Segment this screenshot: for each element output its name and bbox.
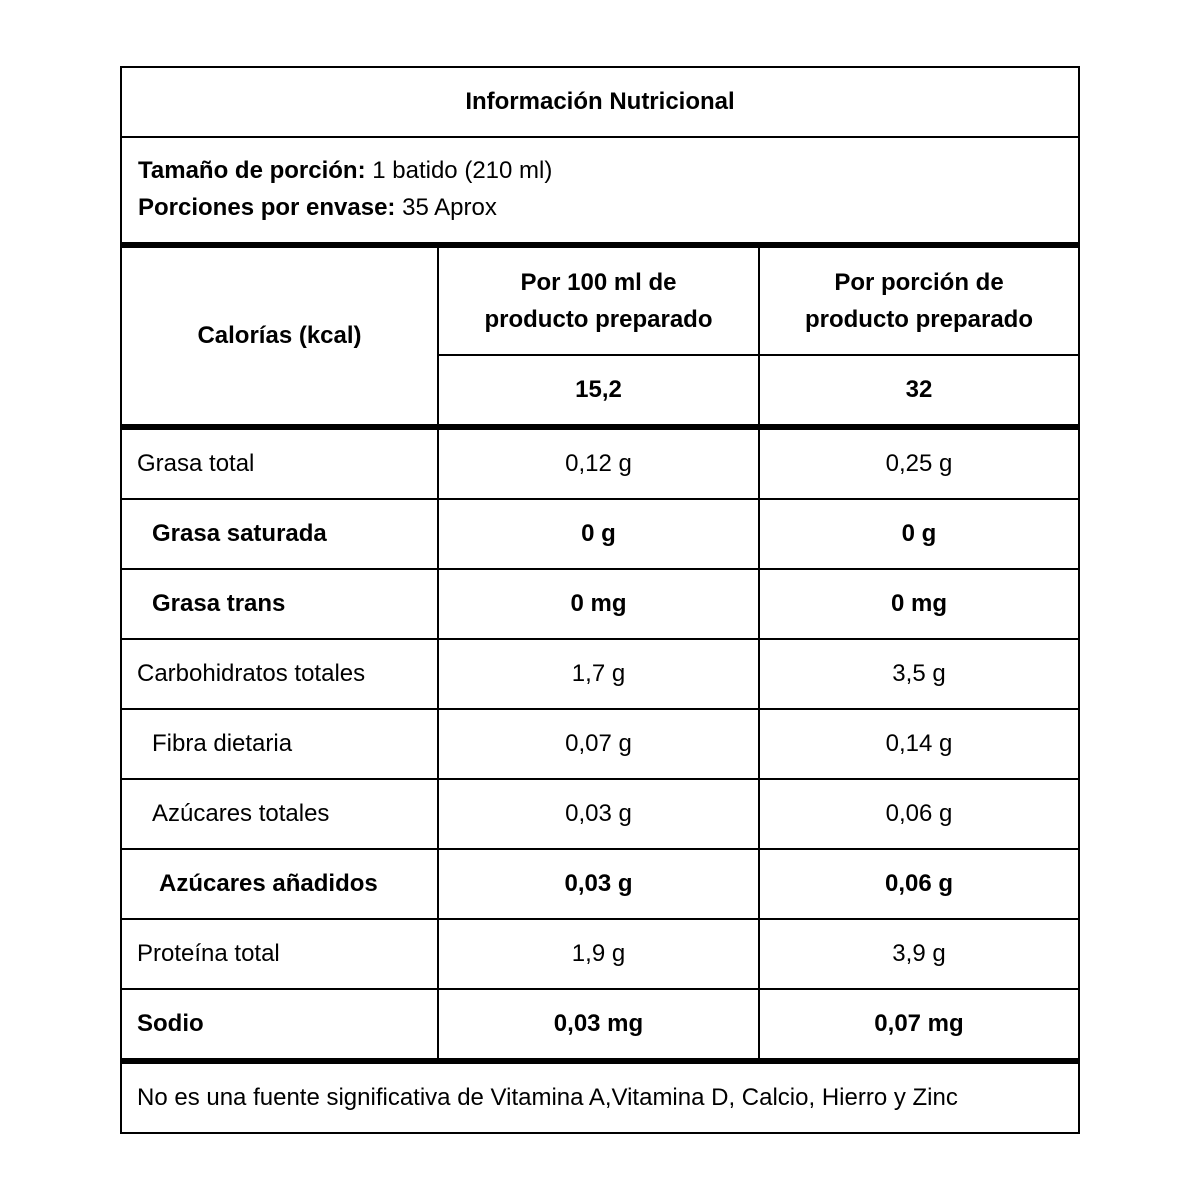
nutrient-value-per-portion: 0 mg [890,590,947,617]
nutrient-name: Grasa saturada [152,520,327,547]
col1-line2: producto preparado [484,306,713,333]
serving-size-label: Tamaño de porción: [138,157,366,184]
servings-per-container [138,189,1062,226]
nutrient-name: Carbohidratos totales [137,660,366,687]
nutrient-name: Grasa total [137,450,255,477]
nutrient-value-per-portion: 0,07 mg [874,1010,964,1037]
footer-note: No es una fuente significativa de Vitamina A,Vitamina D, Calcio, Hierro y Zinc [137,1084,958,1111]
nutrient-name: Proteína total [137,940,280,967]
nutrient-name: Fibra dietaria [152,730,293,757]
nutrient-name: Azúcares totales [152,800,330,827]
nutrient-value-per-portion: 0,06 g [885,800,953,827]
serving-size-value: 1 batido (210 ml) [365,157,553,184]
calories-per-100ml: 15,2 [575,376,622,403]
serving-info [122,138,1078,244]
serving-size [138,152,1062,189]
calories-label: Calorías (kcal) [197,322,362,349]
nutrient-value-per-100ml: 0,07 g [565,730,632,757]
col2-line2: producto preparado [804,306,1033,333]
col1-line1: Por 100 ml de [520,269,677,296]
nutrient-value-per-100ml: 0,12 g [565,450,632,477]
column-divider [437,248,439,1058]
nutrient-value-per-100ml: 0 g [581,520,616,547]
nutrient-value-per-100ml: 0,03 g [564,870,633,897]
nutrient-value-per-portion: 0 g [901,520,937,547]
nutrient-value-per-100ml: 0 mg [570,590,627,617]
servings-per-container-value: 35 Aprox [395,194,497,221]
col2-line1: Por porción de [834,269,1004,296]
nutrient-value-per-portion: 0,06 g [884,870,954,897]
column-header-per-100ml [439,248,758,354]
nutrition-facts-label [120,66,1080,1134]
nutrient-value-per-portion: 3,9 g [892,940,946,967]
nutrient-value-per-100ml: 1,7 g [571,660,626,687]
nutrient-value-per-100ml: 0,03 g [565,800,632,827]
nutrient-name: Azúcares añadidos [159,870,378,897]
nutrient-name: Sodio [137,1010,204,1037]
nutrient-value-per-portion: 0,25 g [885,450,953,477]
nutrient-value-per-100ml: 0,03 mg [553,1010,644,1037]
column-divider [758,248,760,1058]
nutrient-name: Grasa trans [152,590,286,617]
nutrient-value-per-100ml: 1,9 g [571,940,626,967]
nutrient-value-per-portion: 0,14 g [885,730,953,757]
servings-per-container-label: Porciones por envase: [138,194,396,221]
label-title: Información Nutricional [122,68,1078,138]
calories-per-portion: 32 [905,376,933,403]
nutrient-value-per-portion: 3,5 g [892,660,946,687]
column-header-per-portion [760,248,1078,354]
